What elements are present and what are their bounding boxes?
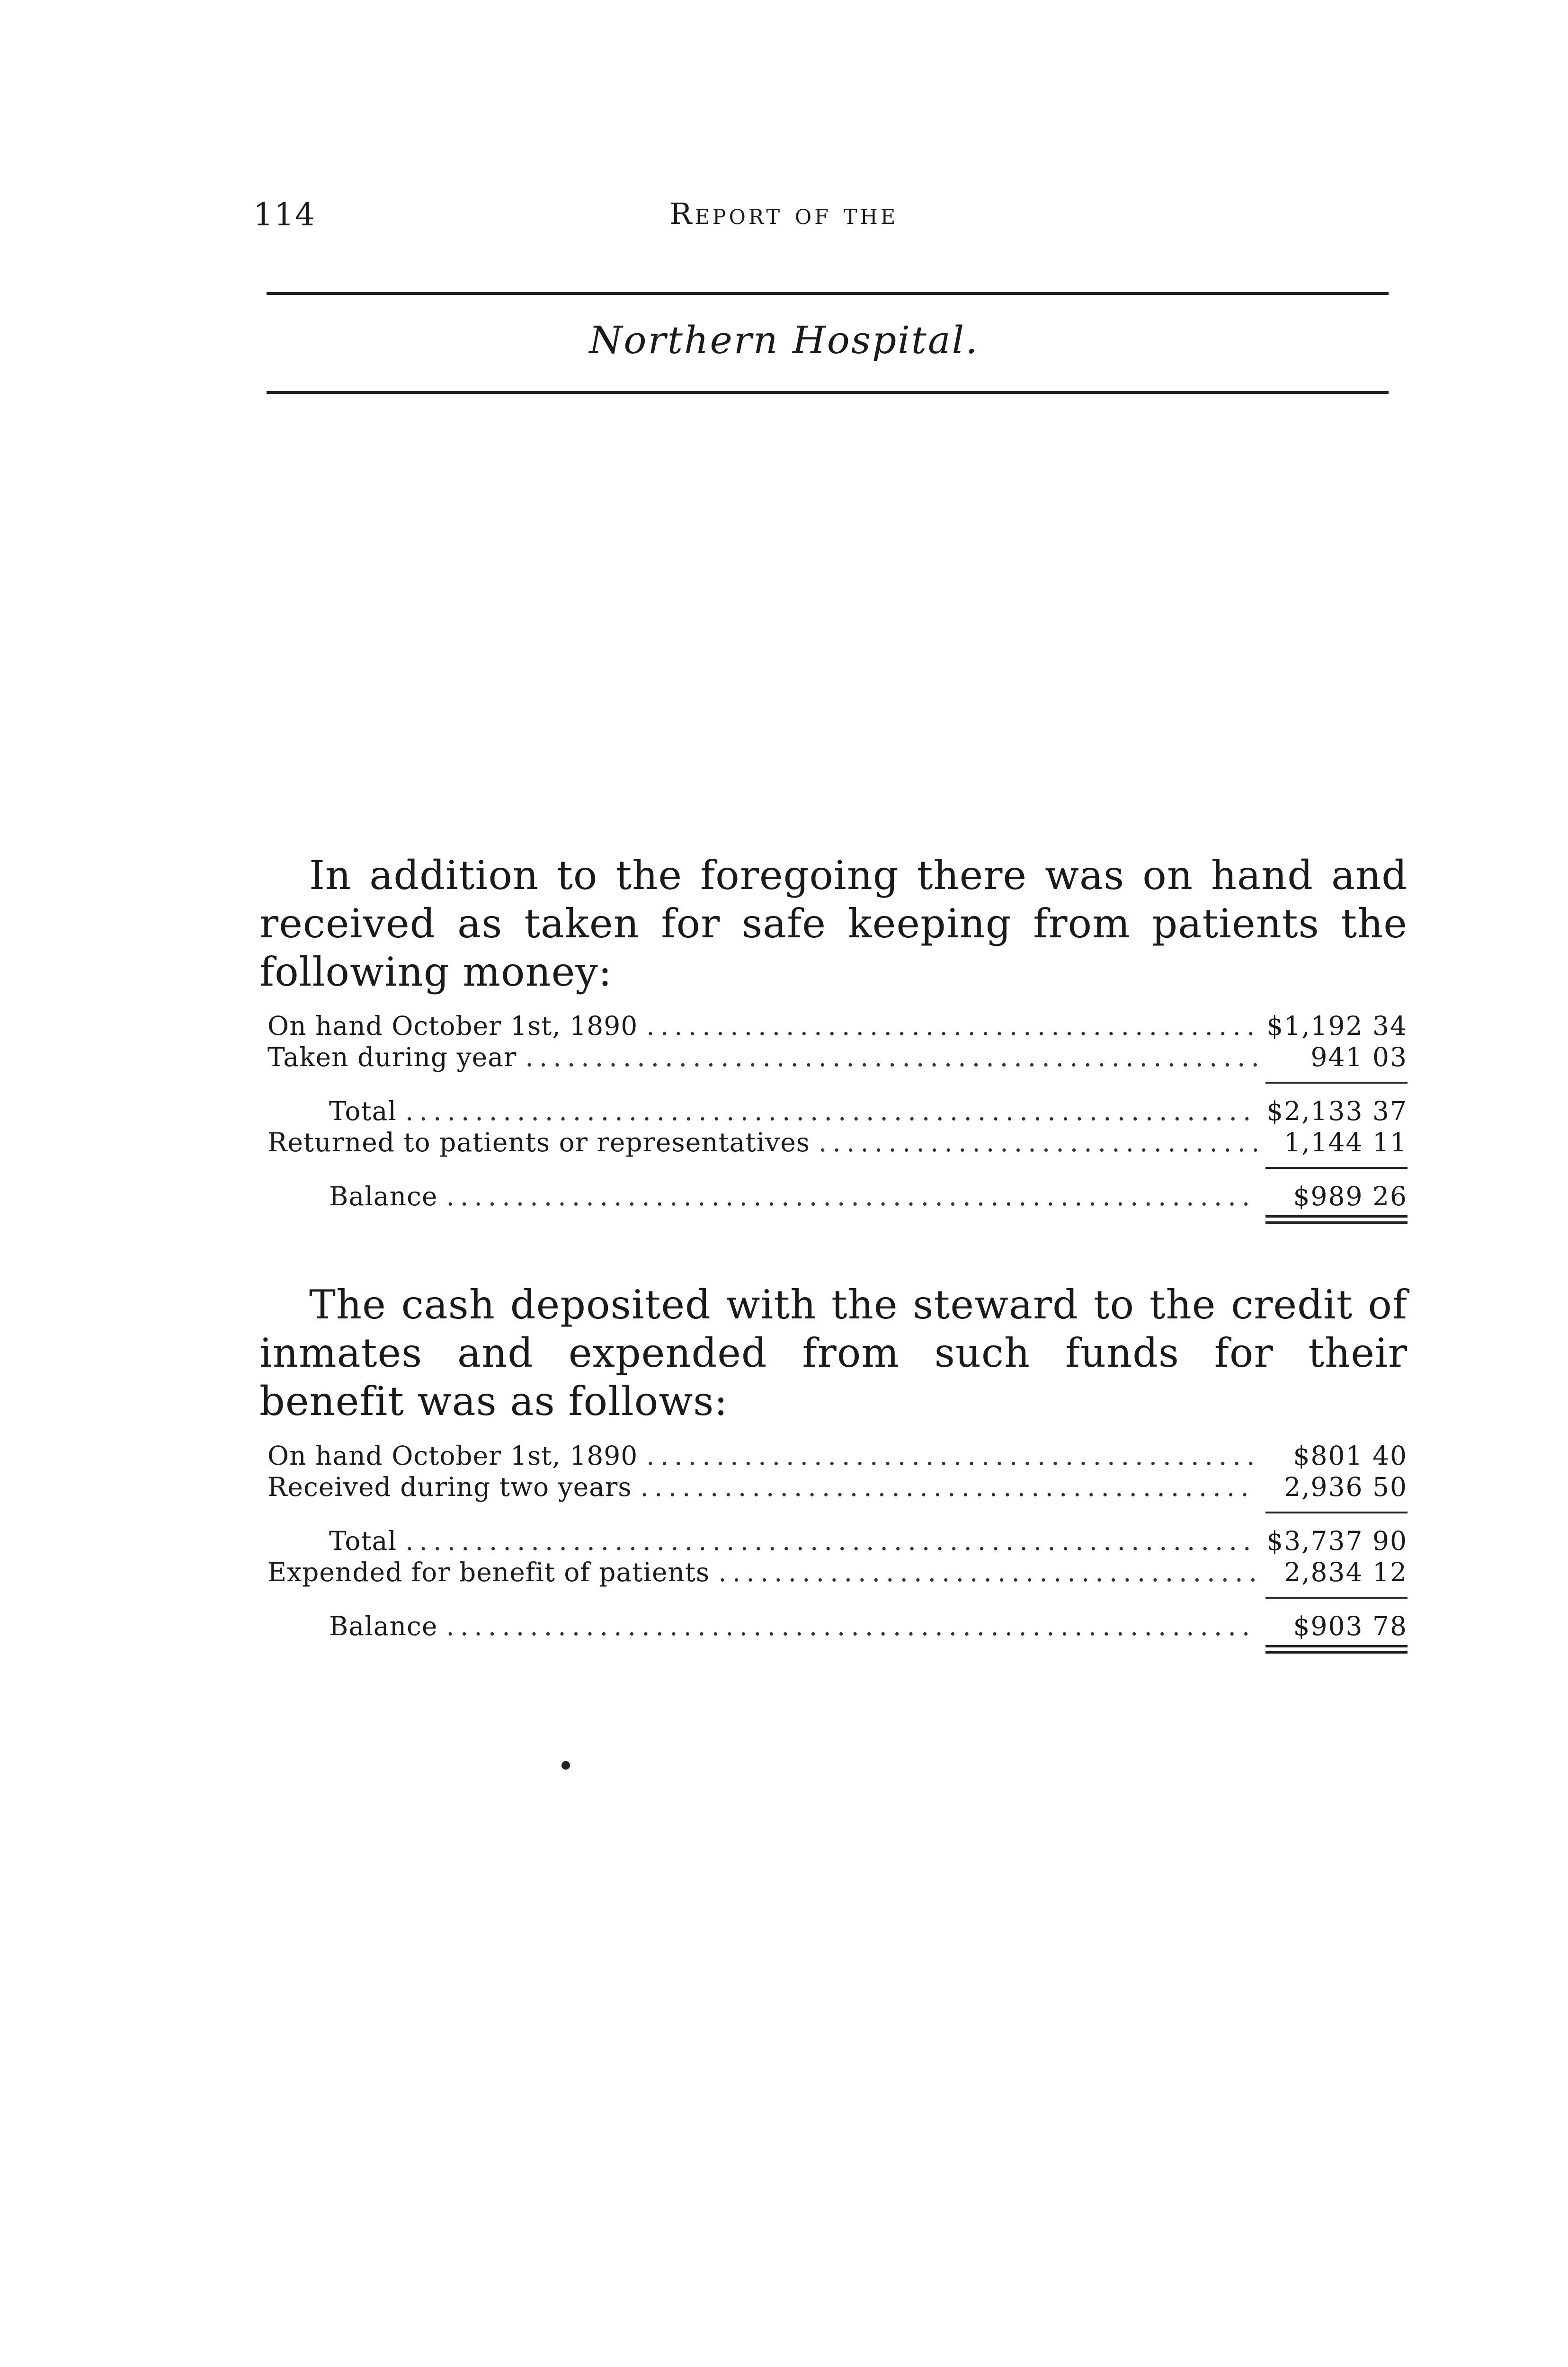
ledger-amount: 1,144 11 (1284, 1127, 1408, 1157)
leader-dots (405, 1096, 1257, 1126)
ledger-label: Expended for benefit of patients (267, 1557, 710, 1587)
ledger-inmate-funds (267, 1441, 1408, 1654)
leader-dots (819, 1127, 1257, 1157)
leader-dots (525, 1042, 1257, 1072)
ledger-row (267, 1011, 1408, 1042)
sum-rule (1265, 1167, 1408, 1169)
ledger-row (267, 1472, 1408, 1503)
double-rule (1265, 1215, 1408, 1224)
ledger-row (267, 1042, 1408, 1073)
ledger-row (267, 1441, 1408, 1472)
ledger-label: Balance (329, 1181, 438, 1211)
ledger-safe-keeping (267, 1011, 1408, 1224)
sum-rule (1265, 1597, 1408, 1599)
ledger-row-total (267, 1096, 1408, 1127)
ink-spot (561, 1761, 570, 1770)
paragraph-text: In addition to the foregoing there was on hand and received as taken for safe keeping from patients the following money: (259, 852, 1408, 995)
ledger-amount: 941 03 (1310, 1042, 1408, 1072)
ledger-row-total (267, 1526, 1408, 1557)
ledger-label: Total (329, 1096, 397, 1126)
ledger-amount: $989 26 (1293, 1181, 1408, 1211)
header-rule-bottom (267, 391, 1389, 394)
leader-dots (646, 1441, 1257, 1471)
section-title: Northern Hospital. (589, 318, 979, 362)
running-head: Report of the (669, 196, 899, 231)
page-number: 114 (253, 196, 316, 233)
ledger-label: Returned to patients or representatives (267, 1127, 811, 1157)
leader-dots (446, 1611, 1257, 1641)
ledger-label: On hand October 1st, 1890 (267, 1011, 638, 1041)
ledger-amount: $3,737 90 (1266, 1526, 1408, 1556)
ledger-row (267, 1557, 1408, 1588)
ledger-amount: $903 78 (1293, 1611, 1408, 1641)
ledger-amount: $801 40 (1293, 1441, 1408, 1471)
ledger-row-balance (267, 1611, 1408, 1642)
header-rule-top (267, 292, 1389, 295)
ledger-amount: $2,133 37 (1266, 1096, 1408, 1126)
sum-rule (1265, 1512, 1408, 1513)
leader-dots (718, 1557, 1257, 1587)
ledger-row-balance (267, 1181, 1408, 1212)
ledger-amount: $1,192 34 (1266, 1011, 1408, 1041)
double-rule (1265, 1645, 1408, 1654)
ledger-amount: 2,834 12 (1284, 1557, 1408, 1587)
ledger-label: Balance (329, 1611, 438, 1641)
leader-dots (446, 1181, 1257, 1211)
paragraph-safe-keeping (259, 851, 1408, 996)
ledger-label: Total (329, 1526, 397, 1556)
paragraph-text: The cash deposited with the steward to the credit of inmates and expended from such funds for their benefit was as follows: (259, 1281, 1408, 1424)
ledger-label: Received during two years (267, 1472, 632, 1502)
leader-dots (405, 1526, 1257, 1556)
paragraph-steward-cash (259, 1281, 1408, 1425)
sum-rule (1265, 1082, 1408, 1084)
ledger-label: Taken during year (267, 1042, 517, 1072)
leader-dots (641, 1472, 1257, 1502)
leader-dots (646, 1011, 1257, 1041)
ledger-amount: 2,936 50 (1284, 1472, 1408, 1502)
ledger-label: On hand October 1st, 1890 (267, 1441, 638, 1471)
ledger-row (267, 1127, 1408, 1158)
